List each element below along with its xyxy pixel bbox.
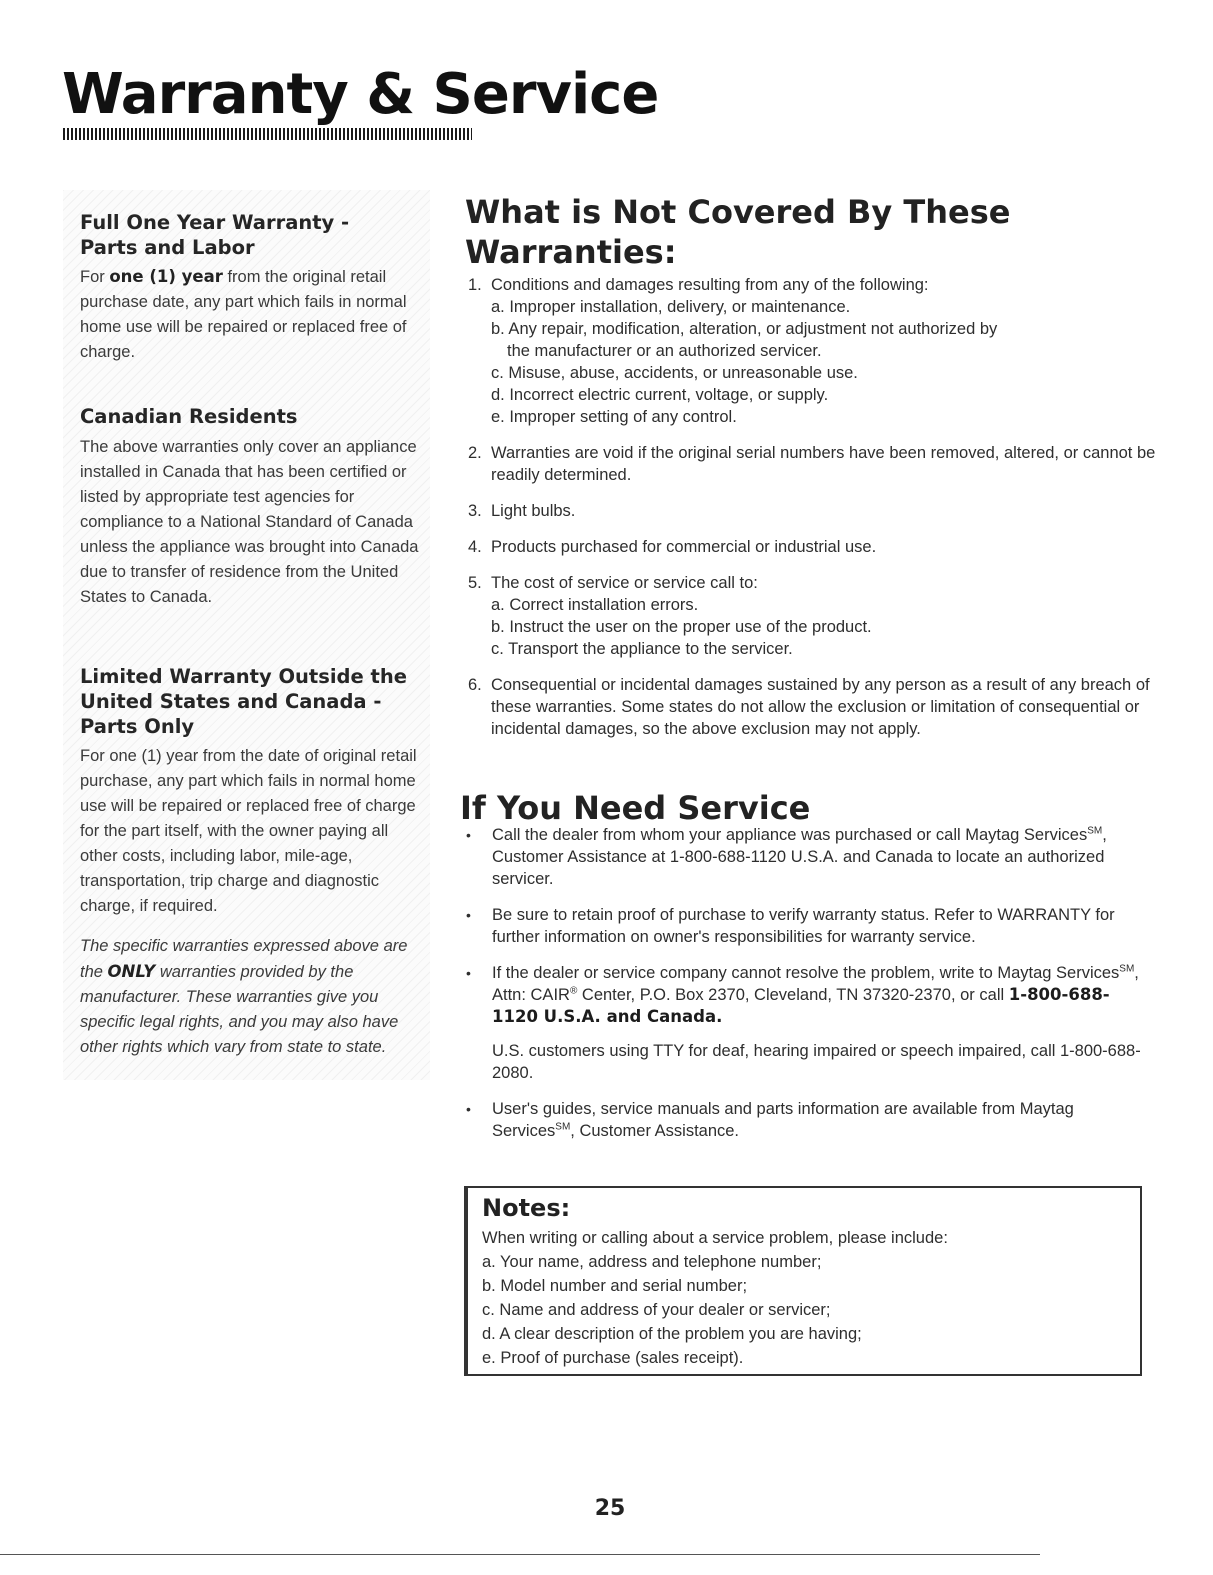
sub-item: b. Any repair, modification, alteration, or adjustment not authorized by (491, 320, 998, 338)
canadian-residents-text: The above warranties only cover an appliance installed in Canada that has been certified or listed by appropriate test agencies for compliance to a National Standard of Canada unless the appliance was brought into Canada due to transfer of residence from the United States to Canada. (80, 438, 419, 606)
service-bullet-item (462, 1098, 1154, 1142)
full-warranty-text-prefix: For (80, 268, 110, 286)
limited-warranty-heading-line2: United States and Canada - (80, 690, 382, 713)
service-text: , Attn: CAIR (492, 964, 1139, 1004)
sub-item: d. Incorrect electric current, voltage, or supply. (491, 386, 829, 404)
sub-item: c. Transport the appliance to the servicer. (491, 640, 793, 658)
sub-item: b. Instruct the user on the proper use of the product. (491, 618, 872, 636)
notes-heading: Notes: (482, 1194, 571, 1222)
warranty-sidebar (63, 190, 430, 1080)
full-warranty-duration: one (1) year (109, 267, 223, 286)
notes-line: e. Proof of purchase (sales receipt). (482, 1349, 744, 1367)
full-warranty-text-suffix: from the original retail purchase date, any part which fails in normal home use will be repaired or replaced free of charge. (80, 268, 407, 361)
limited-warranty-text: For one (1) year from the date of original retail purchase, any part which fails in normal home use will be repaired or replaced free of charge for the part itself, with the owner paying all other costs, including labor, mile-age, transportation, trip charge and diagnostic charge, if required. (80, 747, 417, 915)
notes-line: a. Your name, address and telephone number; (482, 1253, 822, 1271)
sub-item: c. Misuse, abuse, accidents, or unreasonable use. (491, 364, 858, 382)
not-covered-item (468, 674, 1158, 740)
tty-text: U.S. customers using TTY for deaf, hearing impaired or speech impaired, call 1-800-688-2080. (492, 1042, 1141, 1082)
not-covered-item (468, 500, 1158, 522)
item-text: The cost of service or service call to: (491, 574, 758, 592)
not-covered-list (468, 274, 1158, 754)
notes-line: When writing or calling about a service problem, please include: (482, 1229, 948, 1247)
not-covered-item (468, 274, 1158, 428)
item-number: 1. (468, 276, 482, 294)
notes-line: c. Name and address of your dealer or servicer; (482, 1301, 831, 1319)
item-number: 2. (468, 444, 482, 462)
item-text: Products purchased for commercial or industrial use. (491, 538, 877, 556)
limited-warranty-heading (80, 664, 420, 739)
service-bullet-item (462, 824, 1154, 890)
full-warranty-heading (80, 210, 420, 260)
sub-list (491, 594, 1158, 660)
sub-item-continued: the manufacturer or an authorized servicer. (507, 342, 822, 360)
notes-box (464, 1186, 1142, 1376)
item-number: 5. (468, 574, 482, 592)
not-covered-heading-line2: Warranties: (465, 233, 677, 271)
sub-item: a. Correct installation errors. (491, 596, 699, 614)
title-underline (63, 128, 472, 140)
bullet-icon: • (466, 1101, 471, 1117)
sub-list (491, 296, 1158, 428)
not-covered-item (468, 536, 1158, 558)
sub-item: e. Improper setting of any control. (491, 408, 737, 426)
limited-warranty-heading-line3: Parts Only (80, 715, 195, 738)
service-text: , Customer Assistance at 1-800-688-1120 U.S.A. and Canada to locate an authorized servicer. (492, 826, 1107, 888)
page-title: Warranty & Service (62, 62, 659, 127)
sub-item: a. Improper installation, delivery, or maintenance. (491, 298, 851, 316)
not-covered-heading (465, 192, 1010, 272)
item-number: 3. (468, 502, 482, 520)
phone-number: 1-800-688-1120 U.S.A. and Canada. (492, 985, 1110, 1026)
bullet-icon: • (466, 827, 471, 843)
service-text: Be sure to retain proof of purchase to verify warranty status. Refer to WARRANTY for further information on owner's responsibilities for warranty service. (492, 906, 1115, 946)
full-warranty-heading-line2: Parts and Labor (80, 236, 255, 259)
notes-list (482, 1226, 948, 1370)
service-text: User's guides, service manuals and parts information are available from Maytag Services (492, 1100, 1074, 1140)
service-text: Call the dealer from whom your appliance was purchased or call Maytag Services (492, 826, 1088, 844)
canadian-residents-heading: Canadian Residents (80, 405, 298, 428)
service-text: If the dealer or service company cannot resolve the problem, write to Maytag Services (492, 964, 1120, 982)
service-mark: SM (555, 1121, 571, 1133)
bullet-icon: • (466, 965, 471, 981)
full-warranty-text (80, 264, 425, 365)
notes-line: b. Model number and serial number; (482, 1277, 748, 1295)
service-text: , Customer Assistance. (570, 1122, 740, 1140)
limited-warranty-heading-line1: Limited Warranty Outside the (80, 665, 407, 688)
bottom-divider (0, 1554, 1040, 1555)
item-number: 4. (468, 538, 482, 556)
service-mark: SM (1119, 963, 1135, 975)
service-bullet-item (462, 962, 1154, 1084)
page-number: 25 (594, 1496, 626, 1521)
bullet-icon: • (466, 907, 471, 923)
service-text: Center, P.O. Box 2370, Cleveland, TN 37320-2370, or call (577, 986, 1009, 1004)
registered-mark: ® (569, 985, 578, 997)
warranty-disclaimer (80, 934, 425, 1060)
disclaimer-suffix: warranties provided by the manufacturer. These warranties give you specific legal rights, and you may also have other rights which vary from state to state. (80, 963, 399, 1056)
not-covered-item (468, 572, 1158, 660)
need-service-heading: If You Need Service (460, 789, 811, 827)
item-text: Light bulbs. (491, 502, 576, 520)
full-warranty-heading-line1: Full One Year Warranty - (80, 211, 350, 234)
service-mark: SM (1087, 825, 1103, 837)
not-covered-item (468, 442, 1158, 486)
item-text: Consequential or incidental damages sustained by any person as a result of any breach of these warranties. Some states do not allow the exclusion or limitation of consequential or incidental damages, so the above exclusion may not apply. (491, 676, 1150, 738)
service-bullet-item (462, 904, 1154, 948)
notes-line: d. A clear description of the problem you are having; (482, 1325, 862, 1343)
not-covered-heading-line1: What is Not Covered By These (465, 193, 1011, 231)
disclaimer-prefix: The specific warranties expressed above are the (80, 937, 408, 981)
disclaimer-only: ONLY (107, 962, 156, 981)
item-text: Conditions and damages resulting from any of the following: (491, 276, 929, 294)
need-service-list (462, 824, 1154, 1156)
item-number: 6. (468, 676, 482, 694)
item-text: Warranties are void if the original serial numbers have been removed, altered, or cannot be readily determined. (491, 444, 1156, 484)
